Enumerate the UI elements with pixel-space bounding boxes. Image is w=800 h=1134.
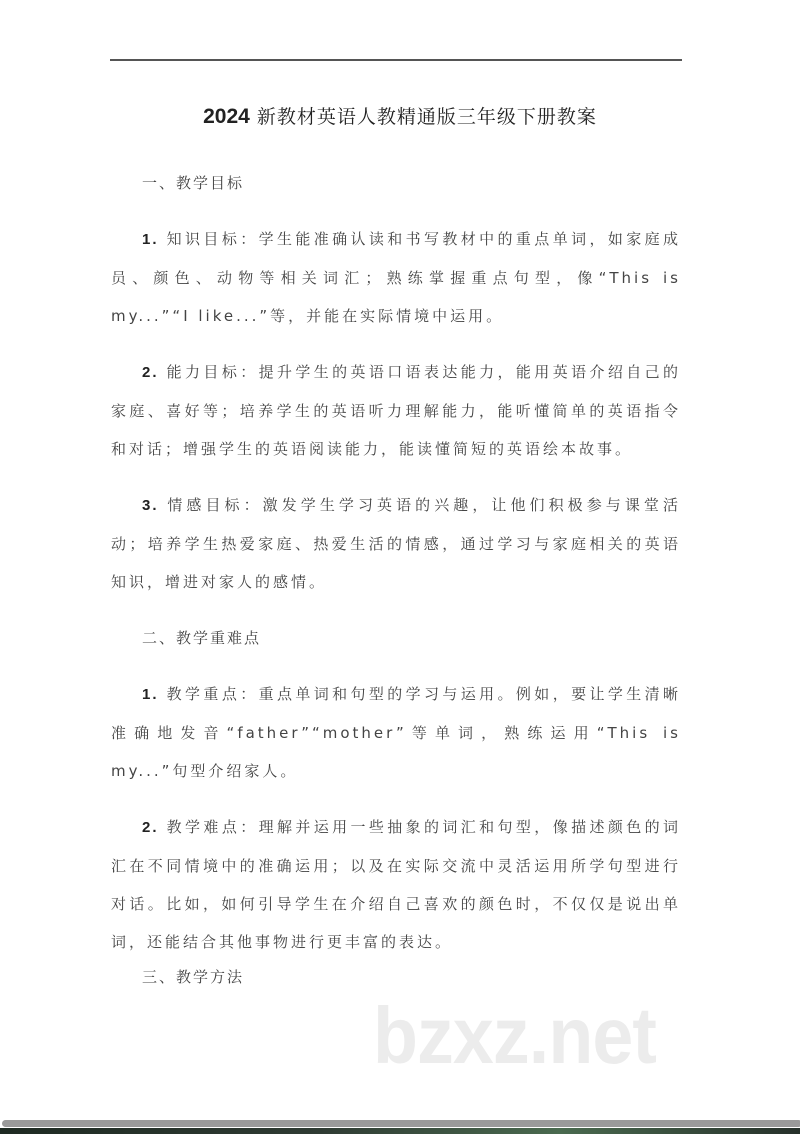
item-number: 3. [142, 497, 159, 514]
section-heading: 二、教学重难点 [142, 629, 262, 647]
item-text: 知识目标：学生能准确认读和书写教材中的重点单词，如家庭成员、颜色、动物等相关词汇；熟练掌握重点句型，像“This is my...”“I like...”等，并能在实际情境中运用。 [111, 230, 681, 325]
item-text: 教学重点：重点单词和句型的学习与运用。例如，要让学生清晰准确地发音“father”“mother”等单词，熟练运用“This is my...”句型介绍家人。 [111, 685, 681, 780]
item-text: 能力目标：提升学生的英语口语表达能力，能用英语介绍自己的家庭、喜好等；培养学生的英语听力理解能力，能听懂简单的英语指令和对话；增强学生的英语阅读能力，能读懂简短的英语绘本故事。 [111, 363, 681, 458]
paragraph [111, 808, 681, 961]
paragraph [111, 486, 681, 601]
item-number: 2. [142, 819, 159, 836]
item-number: 1. [142, 686, 159, 703]
section-heading: 三、教学方法 [142, 968, 245, 986]
item-number: 2. [142, 364, 159, 381]
paragraph [111, 675, 681, 790]
paragraph [111, 220, 681, 335]
header-rule [110, 59, 682, 61]
item-number: 1. [142, 231, 159, 248]
section-heading: 一、教学目标 [142, 174, 245, 192]
paragraph [111, 353, 681, 468]
title-year: 2024 [203, 105, 250, 128]
document-body [111, 164, 681, 979]
horizontal-scrollbar[interactable] [2, 1120, 800, 1127]
title-text: 新教材英语人教精通版三年级下册教案 [256, 106, 597, 128]
item-text: 教学难点：理解并运用一些抽象的词汇和句型，像描述颜色的词汇在不同情境中的准确运用；以及在实际交流中灵活运用所学句型进行对话。比如，如何引导学生在介绍自己喜欢的颜色时，不仅仅是说出单词，还能结合其他事物进行更丰富的表达。 [111, 818, 681, 951]
document-title [0, 102, 800, 129]
desktop-strip [0, 1128, 800, 1134]
item-text: 情感目标：激发学生学习英语的兴趣，让他们积极参与课堂活动；培养学生热爱家庭、热爱生活的情感，通过学习与家庭相关的英语知识，增进对家人的感情。 [111, 496, 681, 591]
watermark: bzxz.net [373, 991, 656, 1080]
